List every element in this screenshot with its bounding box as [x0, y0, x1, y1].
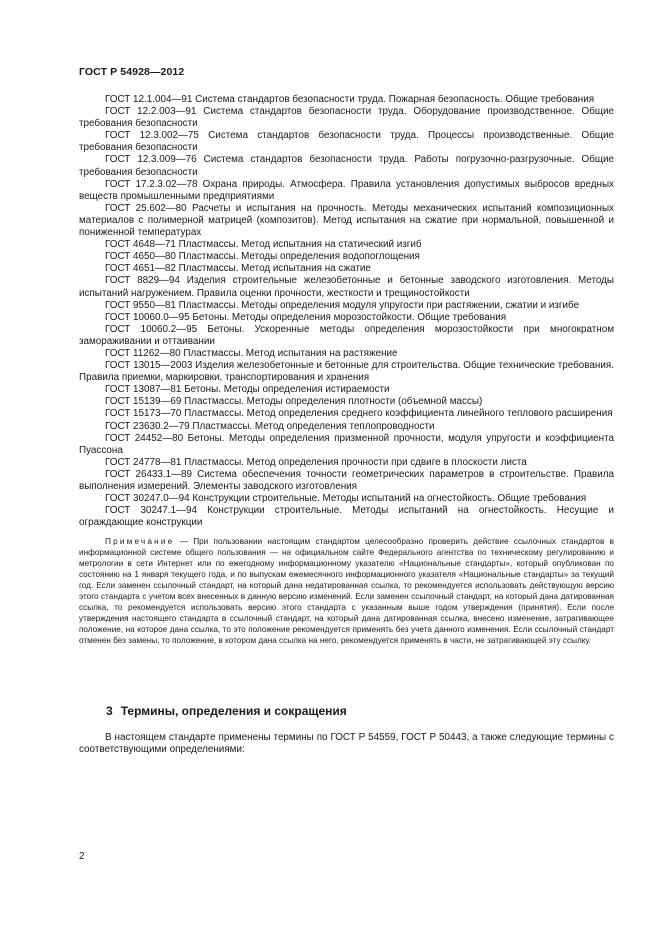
- reference-item: ГОСТ 13015—2003 Изделия железобетонные и бетонные для строительства. Общие технические требования. Правила приемки, маркировки, транспортирования и хранения: [79, 360, 614, 384]
- page-number: 2: [79, 851, 85, 862]
- reference-item: ГОСТ 17.2.3.02—78 Охрана природы. Атмосфера. Правила установления допустимых выбросов вредных веществ промышленными предприятиями: [79, 178, 614, 202]
- reference-item: ГОСТ 15173—70 Пластмассы. Метод определения среднего коэффициента линейного теплового расширения: [105, 408, 613, 420]
- reference-item: ГОСТ 12.2.003—91 Система стандартов безопасности труда. Оборудование производственное. Общие требования безопасности: [79, 106, 614, 130]
- note-text: При пользовании настоящим стандартом целесообразно проверить действие ссылочных стандартов в информационной системе общего пользования — на официальном сайте Федерального агентства по техническому регулированию и метрологии в сети Интернет или по ежегодному информационному указателю «Национальные стандарты», который опубликован по состоянию на 1 января текущего года, и по выпускам ежемесячного информационного указателя «Национальные стандарты» за текущий год. Если заменен ссылочный стандарт, на который дана недатированная ссылка, то рекомендуется использовать действующую версию этого стандарта с учетом всех внесенных в данную версию изменений. Если заменен ссылочный стандарт, на который дана датированная ссылка, то рекомендуется использовать версию этого стандарта с указанным выше годом утверждения (принятия). Если после утверждения настоящего стандарта в ссылочный стандарт, на который дана датированная ссылка, внесено изменение, затрагивающее положение, на которое дана ссылка, то это положение рекомендуется применять без учета данного изменения. Если ссылочный стандарт отменен без замены, то положение, в котором дана ссылка на него, рекомендуется применять в части, не затрагивающей эту ссылку.: [79, 537, 614, 645]
- reference-item: ГОСТ 25.602—80 Расчеты и испытания на прочность. Методы механических испытаний композиционных материалов с полимерной матрицей (композитов). Метод испытания на сжатие при нормальной, повышенной и пониженной температурах: [79, 202, 614, 239]
- section-intro-paragraph: В настоящем стандарте применены термины по ГОСТ Р 54559, ГОСТ Р 50443, а также следующие термины с соответствующими определениями:: [79, 732, 614, 756]
- reference-item: ГОСТ 4648—71 Пластмассы. Метод испытания на статический изгиб: [105, 239, 422, 251]
- reference-item: ГОСТ 30247.0—94 Конструкции строительные. Методы испытаний на огнестойкость. Общие требования: [105, 493, 587, 505]
- note-dash: —: [174, 537, 194, 547]
- reference-item: ГОСТ 10060.2—95 Бетоны. Ускоренные методы определения морозостойкости при многократном замораживании и оттаивании: [79, 323, 614, 347]
- section-number: 3: [106, 704, 113, 718]
- reference-item: ГОСТ 24452—80 Бетоны. Методы определения призменной прочности, модуля упругости и коэффициента Пуассона: [79, 432, 614, 456]
- reference-item: ГОСТ 23630.2—79 Пластмассы. Метод определения теплопроводности: [105, 420, 435, 432]
- reference-item: ГОСТ 12.3.009—76 Система стандартов безопасности труда. Работы погрузочно-разгрузочные. Общие требования безопасности: [79, 154, 614, 178]
- reference-item: ГОСТ 12.3.002—75 Система стандартов безопасности труда. Процессы производственные. Общие требования безопасности: [79, 130, 614, 154]
- reference-item: ГОСТ 8829—94 Изделия строительные железобетонные и бетонные заводского изготовления. Методы испытаний нагружением. Правила оценки прочности, жесткости и трещиностойкости: [79, 275, 614, 299]
- note-label: Примечание: [105, 537, 175, 547]
- reference-item: ГОСТ 15139—69 Пластмассы. Методы определения плотности (объемной массы): [105, 396, 483, 408]
- reference-item: ГОСТ 4651—82 Пластмассы. Метод испытания на сжатие: [105, 263, 371, 275]
- reference-item: ГОСТ 26433.1—89 Система обеспечения точности геометрических параметров в строительстве. Правила выполнения измерений. Элементы заводского изготовления: [79, 468, 614, 492]
- reference-item: ГОСТ 11262—80 Пластмассы. Метод испытания на растяжение: [105, 347, 398, 359]
- reference-item: ГОСТ 4650—80 Пластмассы. Методы определения водопоглощения: [105, 251, 420, 263]
- reference-item: ГОСТ 13087—81 Бетоны. Методы определения истираемости: [105, 384, 390, 396]
- section-title: Термины, определения и сокращения: [120, 704, 347, 718]
- reference-item: ГОСТ 24778—81 Пластмассы. Метод определения прочности при сдвиге в плоскости листа: [105, 456, 527, 468]
- normative-references-list: [79, 94, 614, 655]
- document-code-header: ГОСТ Р 54928—2012: [79, 66, 185, 78]
- reference-item: ГОСТ 9550—81 Пластмассы. Методы определения модуля упругости при растяжении, сжатии и изгибе: [105, 299, 580, 311]
- reference-item: ГОСТ 10060.0—95 Бетоны. Методы определения морозостойкости. Общие требования: [105, 311, 507, 323]
- reference-item: ГОСТ 12.1.004—91 Система стандартов безопасности труда. Пожарная безопасность. Общие требования: [105, 94, 595, 105]
- note-paragraph: [79, 537, 614, 646]
- section-heading: [106, 704, 347, 718]
- reference-item: ГОСТ 30247.1—94 Конструкции строительные. Методы испытаний на огнестойкость. Несущие и ограждающие конструкции: [79, 505, 614, 529]
